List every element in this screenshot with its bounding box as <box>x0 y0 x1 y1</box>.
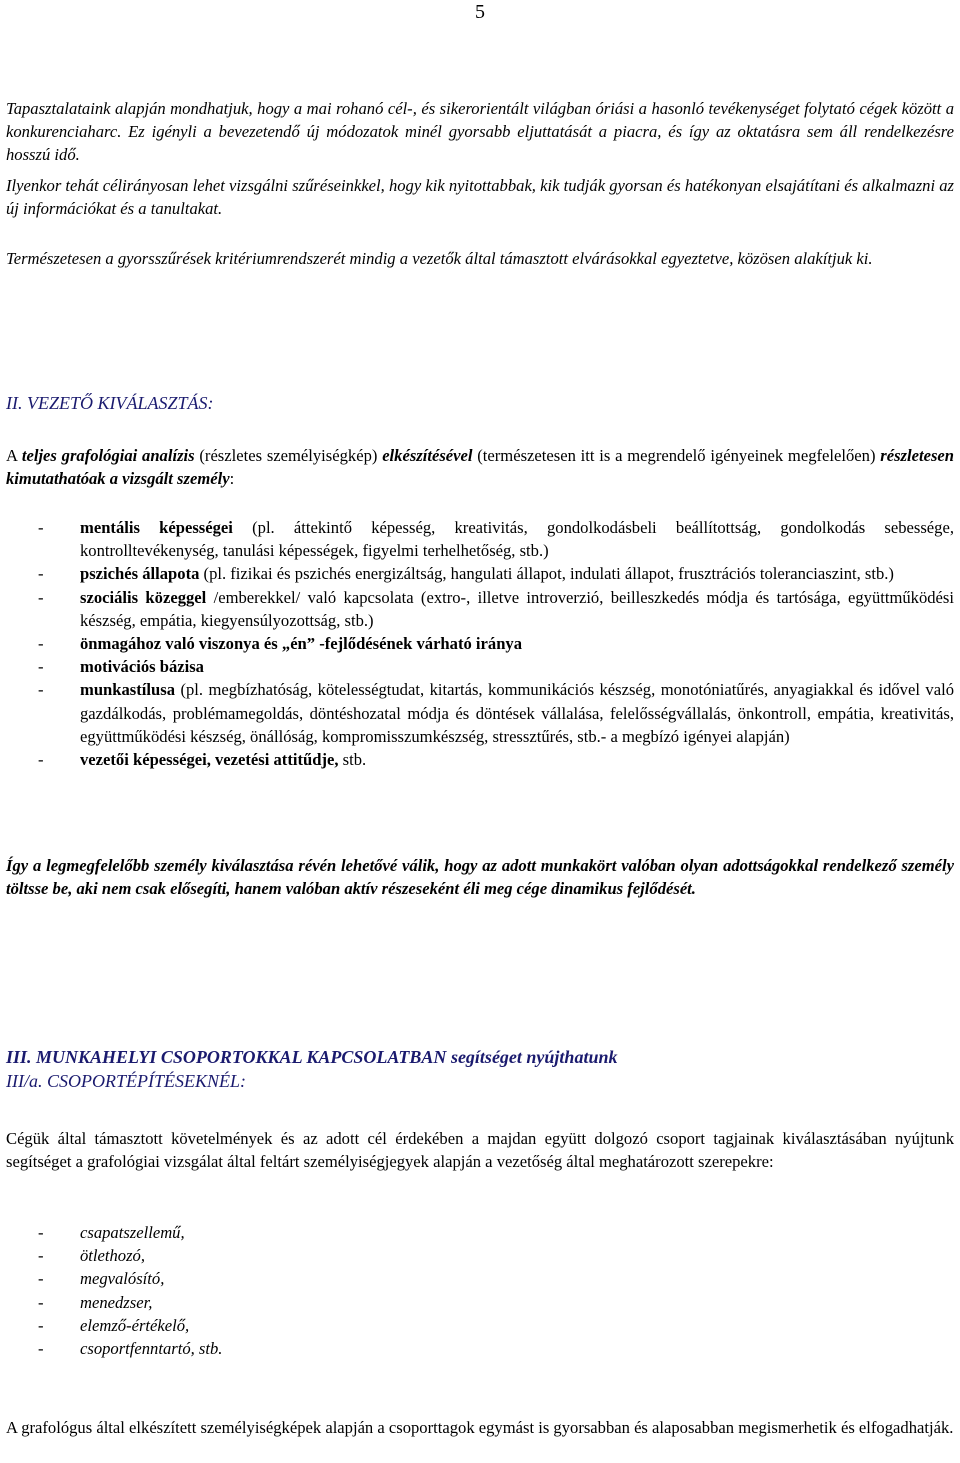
list-item <box>38 632 954 655</box>
role-item: - megvalósító, <box>38 1267 954 1290</box>
list-item-key: munkastílusa <box>80 680 175 700</box>
list-item <box>38 562 954 585</box>
lead-text: : <box>229 469 235 489</box>
role-item: - csapatszellemű, <box>38 1221 954 1244</box>
lead-text: (részletes személyiségkép) <box>194 446 383 465</box>
list-item-key: vezetői képességei, vezetési attitűdje, <box>80 750 339 770</box>
list-item-detail: (pl. megbízhatóság, kötelességtudat, kitartás, kommunikációs készség, monotóniatűrés, anyagiakkal és idővel való gazdálkodás, problémamegoldás, döntéshozatal módja és döntések vállalása, felelősségvállalás, önkontroll, empátia, kreativitás, együttműködési készség, önállóság, kompromisszumkészség, stressztűrés, stb.- a megbízó igényei alapján) <box>80 680 954 746</box>
role-item: - ötlethozó, <box>38 1244 954 1267</box>
list-item-detail: /emberekkel/ való kapcsolata (extro-, illetve introverzió, beilleszkedés módja és tartósága, együttműködési készség, empátia, kiegyensúlyozottság, stb.) <box>80 587 954 630</box>
list-item-key: szociális közeggel <box>80 587 207 607</box>
section-3-body: Cégük által támasztott követelmények és az adott cél érdekében a majdan együtt dolgozó csoport tagjainak kiválasztásában nyújtunk segítséget a grafológiai vizsgálat által feltárt személyiségjegyek alapján a vezetőség által meghatározott szerepekre: <box>6 1129 954 1172</box>
section-2-conclusion: Így a legmegfelelőbb személy kiválasztása révén lehetővé válik, hogy az adott munkakört valóban olyan adottságokkal rendelkező személy töltsse be, aki nem csak elősegíti, hanem valóban aktív részeseként éli meg cége dinamikus fejlődését. <box>6 856 954 899</box>
section-3-closing: A grafológus által elkészített személyiségképek alapján a csoporttagok egymást is gyorsabban és alaposabban megismerhetik és elfogadhatják. <box>6 1418 954 1437</box>
lead-emphasis: teljes grafológiai analízis <box>21 446 195 465</box>
list-item <box>38 516 954 562</box>
intro-paragraph-2: Ilyenkor tehát célirányosan lehet vizsgálni szűréseinkkel, hogy kik nyitottabbak, kik tudják gyorsan és hatékonyan elsajátítani és alkalmazni az új információkat és a tanultakat. <box>6 176 954 219</box>
intro-paragraph-3: Természetesen a gyorsszűrések kritériumrendszerét mindig a vezetők által támasztott elvárásokkal egyeztetve, közösen alakítjuk ki. <box>6 249 873 268</box>
role-item: - elemző-értékelő, <box>38 1314 954 1337</box>
roles-list <box>38 1221 954 1360</box>
list-item <box>38 655 954 678</box>
list-item-detail: stb. <box>338 750 367 770</box>
section-3-title <box>6 1045 954 1069</box>
lead-text: (természetesen itt is a megrendelő igényeinek megfelelően) <box>472 446 881 465</box>
list-item-key: mentális képességei <box>80 518 233 537</box>
list-item-detail: (pl. fizikai és pszichés energizáltság, hangulati állapot, indulati állapot, frusztrációs toleranciaszint, stb.) <box>199 564 894 584</box>
section-2-lead <box>6 444 954 490</box>
section-3-title-rest: segítséget nyújthatunk <box>446 1047 618 1067</box>
intro-paragraph-1: Tapasztalataink alapján mondhatjuk, hogy a mai rohanó cél-, és sikerorientált világban óriási a hasonló tevékenységet folytató cégek között a konkurenciaharc. Ez igényli a bevezetendő új módozatok minél gyorsabb eljuttatását a piacra, és így az oktatásra sem áll rendelkezésre hosszú idő. <box>6 99 954 165</box>
lead-emphasis: elkészítésével <box>382 446 473 465</box>
assessment-list <box>38 516 954 771</box>
list-item <box>38 586 954 632</box>
list-item <box>38 748 954 771</box>
role-item: - csoportfenntartó, stb. <box>38 1337 954 1360</box>
list-item-detail: (pl. áttekintő képesség, kreativitás, gondolkodásbeli beállítottság, gondolkodás sebessége, kontrolltevékenység, tanulási képességek, figyelmi terhelhetőség, stb.) <box>80 518 954 561</box>
list-item-key: pszichés állapota <box>80 564 200 584</box>
section-2-title: II. VEZETŐ KIVÁLASZTÁS: <box>6 393 214 413</box>
role-item: - menedzser, <box>38 1291 954 1314</box>
section-3-title-bold: III. MUNKAHELYI CSOPORTOKKAL KAPCSOLATBAN <box>6 1047 447 1067</box>
lead-text: A <box>6 446 22 465</box>
section-3-subtitle: III/a. CSOPORTÉPÍTÉSEKNÉL: <box>6 1071 246 1091</box>
page-number: 5 <box>475 1 485 23</box>
list-item <box>38 678 954 748</box>
list-item-key: motivációs bázisa <box>80 657 204 677</box>
list-item-key: önmagához való viszonya és „én” -fejlődésének várható iránya <box>80 634 523 654</box>
lead-emphasis: részletesen kimutathatóak a vizsgált személy <box>6 446 954 489</box>
